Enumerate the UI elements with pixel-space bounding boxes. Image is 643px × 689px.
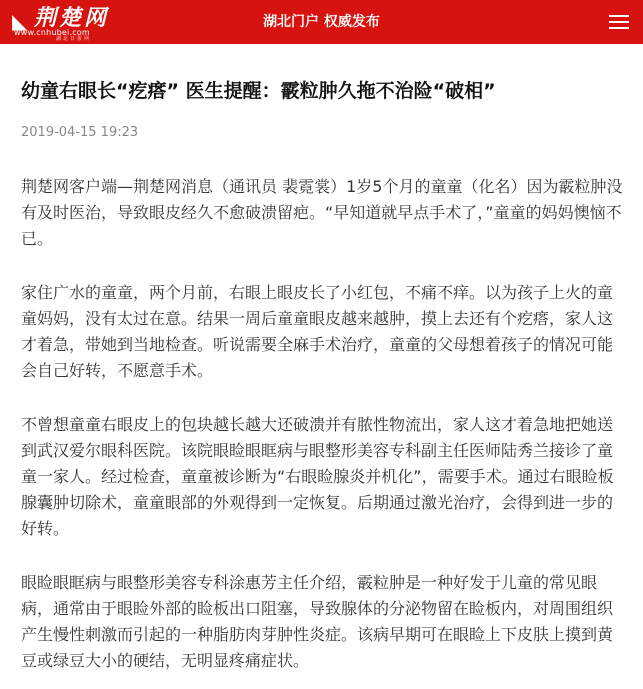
header-tagline: 湖北门户 权威发布 xyxy=(263,14,380,30)
logo-name: 荆楚网 xyxy=(34,5,110,31)
article-date: 2019-04-15 19:23 xyxy=(21,125,139,140)
article-title: 幼童右眼长“疙瘩” 医生提醒：霰粒肿久拖不治险“破相” xyxy=(21,80,496,102)
hamburger-menu-icon[interactable] xyxy=(609,13,629,31)
logo-subtitle: 湖北日报网 xyxy=(56,36,92,42)
logo-url: www.cnhubei.com xyxy=(14,28,90,37)
site-header xyxy=(0,0,643,44)
article-paragraph: 荆楚网客户端—荆楚网消息（通讯员 裴霓裳）1岁5个月的童童（化名）因为霰粒肿没有及时医治，导致眼皮经久不愈破溃留疤。“早知道就早点手术了，”童童的妈妈懊恼不已。 xyxy=(21,177,623,248)
article-paragraph: 家住广水的童童，两个月前，右眼上眼皮长了小红包，不痛不痒。以为孩子上火的童童妈妈，没有太过在意。结果一周后童童眼皮越来越肿，摸上去还有个疙瘩，家人这才着急，带她到当地检查。听说需要全麻手术治疗，童童的父母想着孩子的情况可能会自己好转，不愿意手术。 xyxy=(21,283,614,380)
logo-mark-icon: ◣ xyxy=(12,9,28,33)
article-paragraph: 不曾想童童右眼皮上的包块越长越大还破溃并有脓性物流出，家人这才着急地把她送到武汉爱尔眼科医院。该院眼睑眼眶病与眼整形美容专科副主任医师陆秀兰接诊了童童一家人。经过检查，童童被诊断为“右眼睑腺炎并机化”，需要手术。通过右眼睑板腺囊肿切除术，童童眼部的外观得到一定恢复。后期通过激光治疗，会得到进一步的好转。 xyxy=(21,415,614,538)
menu-bar xyxy=(609,21,629,23)
article xyxy=(0,78,643,674)
article-paragraph: 眼睑眼眶病与眼整形美容专科涂惠芳主任介绍，霰粒肿是一种好发于儿童的常见眼病，通常由于眼睑外部的睑板出口阻塞，导致腺体的分泌物留在睑板内，对周围组织产生慢性刺激而引起的一种脂肪肉芽肿性炎症。该病早期可在眼睑上下皮肤上摸到黄豆或绿豆大小的硬结，无明显疼痛症状。 xyxy=(21,573,614,670)
menu-bar xyxy=(609,15,629,17)
menu-bar xyxy=(609,27,629,29)
